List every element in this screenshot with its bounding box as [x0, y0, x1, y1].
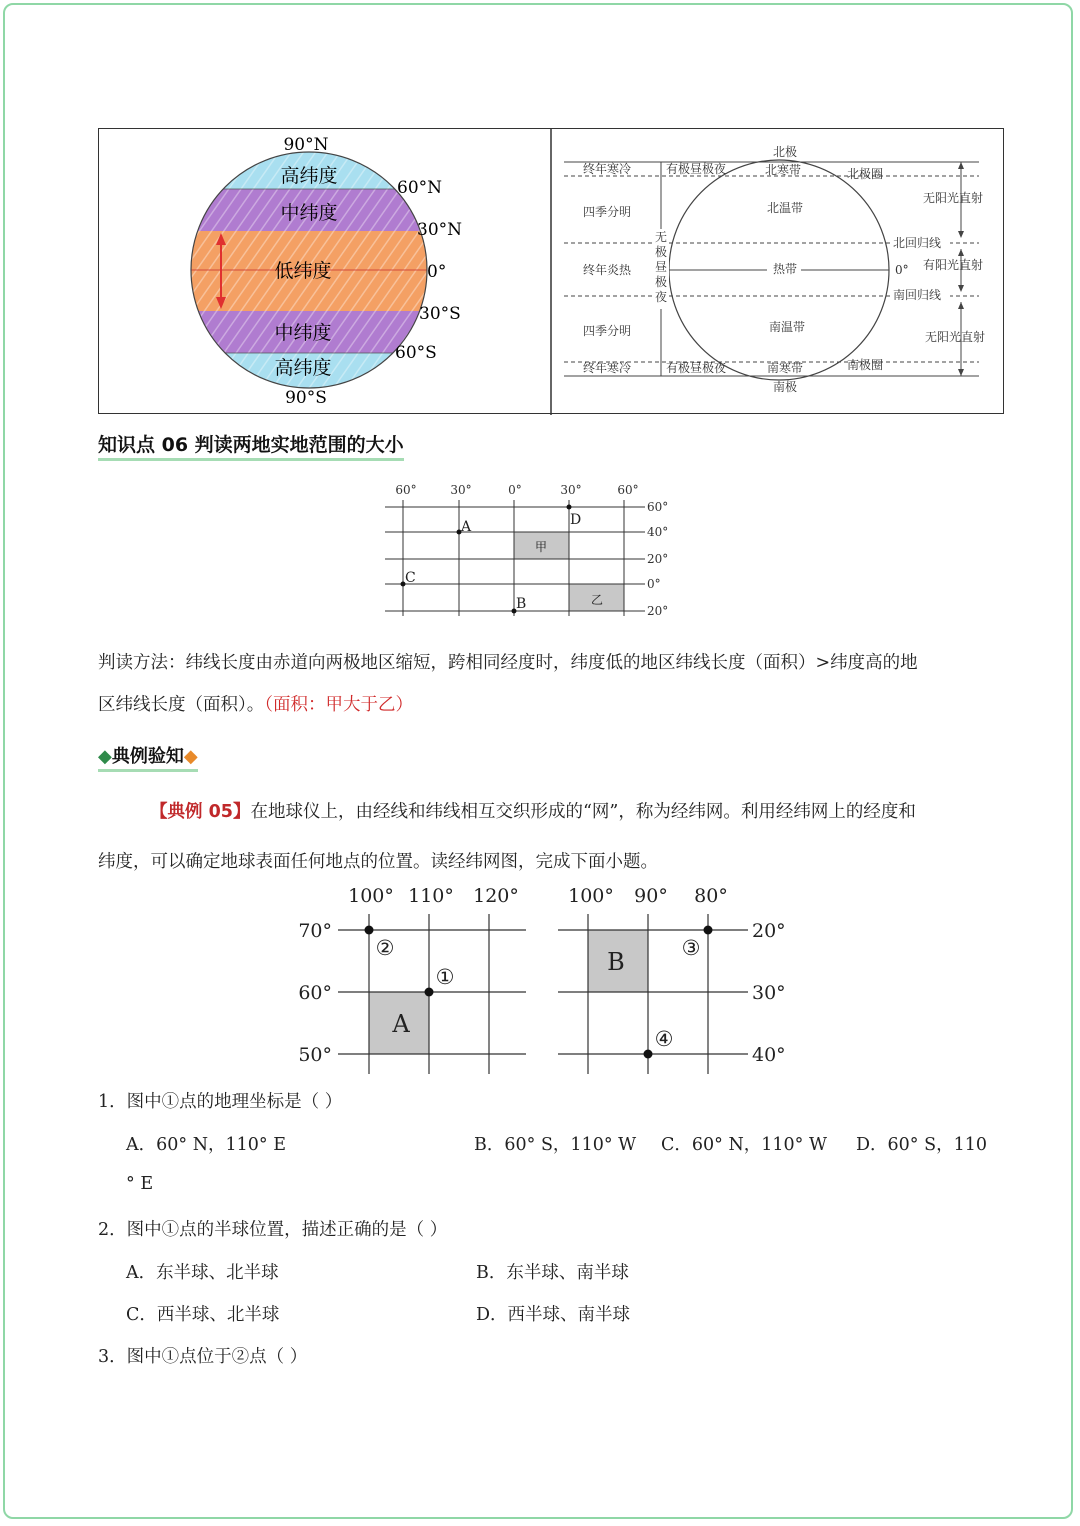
zone-label-mid-n: 中纬度	[280, 202, 338, 224]
point-2-dot	[365, 926, 374, 935]
question-2-stem: 2．图中①点的半球位置，描述正确的是（ ）	[98, 1220, 448, 1240]
g1-lon-4: 30°	[560, 483, 582, 497]
g2r-lat-1: 20°	[752, 920, 786, 942]
lat-label-90n: 90°N	[283, 135, 329, 155]
tropic-zone-label: 热带	[772, 262, 798, 276]
g2l-lon-2: 110°	[408, 885, 454, 907]
polar-day-s-label: 有极昼极夜	[666, 361, 727, 375]
cold-n-label: 终年寒冷	[582, 162, 632, 176]
point-2-label: ②	[375, 936, 395, 960]
g1-lon-5: 60°	[617, 483, 639, 497]
equator-label: 0°	[895, 263, 909, 277]
section-title-text: 典例验知	[111, 746, 184, 767]
question-3-stem: 3．图中①点位于②点（ ）	[98, 1347, 308, 1367]
g1-lat-1: 60°	[647, 500, 669, 514]
climate-zone-diagram	[564, 144, 985, 394]
knowledge-point-heading: 知识点 06 判读两地实地范围的大小	[98, 430, 404, 461]
tropic-cancer-label: 北回归线	[893, 236, 942, 250]
g2r-lat-2: 30°	[752, 982, 786, 1004]
zone-label-mid-s: 中纬度	[274, 322, 332, 344]
example-line-1	[150, 798, 916, 823]
latitude-figure-svg	[99, 129, 1005, 415]
g2r-lon-3: 80°	[694, 885, 728, 907]
lat-label-60n: 60°N	[397, 178, 443, 198]
g1-lon-1: 60°	[395, 483, 417, 497]
g2r-lat-3: 40°	[752, 1044, 786, 1066]
example-tag: 【典例 05】	[150, 802, 251, 822]
point-d-label: D	[570, 512, 582, 528]
polar-day-n-label: 有极昼极夜	[666, 162, 727, 176]
g1-lon-3: 0°	[508, 483, 522, 497]
region-b-label: B	[607, 948, 625, 976]
zone-label-low: 低纬度	[274, 260, 332, 282]
point-b-label: B	[516, 596, 527, 612]
g2l-lon-3: 120°	[473, 885, 519, 907]
lat-label-0: 0°	[427, 262, 447, 282]
point-3-label: ③	[681, 936, 701, 960]
point-1-dot	[425, 988, 434, 997]
point-3-dot	[704, 926, 713, 935]
q2-option-a[interactable]: A．东半球、北半球	[126, 1263, 279, 1283]
north-pole-label: 北极	[772, 145, 798, 159]
no-polar-char-5: 夜	[654, 290, 668, 304]
graticule-grid-2	[290, 878, 800, 1078]
q1-option-d[interactable]: D．60° S，110	[856, 1135, 988, 1155]
method-line-2	[98, 691, 413, 716]
g1-lat-5: 20°	[647, 604, 669, 618]
no-polar-char-3: 昼	[654, 260, 668, 274]
g2r-lon-1: 100°	[568, 885, 614, 907]
point-a-label: A	[461, 519, 472, 535]
n-temperate-zone-label: 北温带	[766, 201, 804, 215]
region-yi-label: 乙	[590, 593, 604, 607]
south-pole-label: 南极	[772, 380, 798, 394]
g2l-lat-3: 50°	[298, 1044, 332, 1066]
method-note: （面积：甲大于乙）	[264, 695, 413, 715]
n-frigid-zone-label: 北寒带	[764, 163, 802, 177]
q2-option-b[interactable]: B．东半球、南半球	[476, 1263, 629, 1283]
s-temperate-zone-label: 南温带	[768, 320, 806, 334]
s-frigid-zone-label: 南寒带	[766, 361, 804, 375]
example-line-2: 纬度，可以确定地球表面任何地点的位置。读经纬网图，完成下面小题。	[98, 852, 658, 872]
diamond-orange-icon: ◆	[183, 746, 198, 767]
no-polar-char-2: 极	[654, 245, 668, 259]
g1-lon-2: 30°	[450, 483, 472, 497]
lat-label-30s: 30°S	[419, 304, 461, 324]
section-title	[98, 742, 198, 772]
tropic-capricorn-label: 南回归线	[893, 288, 942, 302]
q2-option-c[interactable]: C．西半球、北半球	[126, 1305, 280, 1325]
q2-option-d[interactable]: D．西半球、南半球	[476, 1305, 631, 1325]
four-seasons-s-label: 四季分明	[582, 324, 632, 338]
q1-option-a[interactable]: A．60° N，110° E	[126, 1135, 287, 1155]
cold-s-label: 终年寒冷	[582, 361, 632, 375]
no-polar-char-1: 无	[654, 230, 668, 244]
antarctic-circle-label: 南极圈	[847, 358, 884, 372]
g2l-lat-1: 70°	[298, 920, 332, 942]
g2l-lat-2: 60°	[298, 982, 332, 1004]
g1-lat-3: 20°	[647, 552, 669, 566]
lat-label-30n: 30°N	[417, 220, 463, 240]
method-line-2-text: 区纬线长度（面积）。	[98, 695, 265, 715]
g1-lat-2: 40°	[647, 525, 669, 539]
region-a-label: A	[392, 1010, 410, 1038]
g2l-lon-1: 100°	[348, 885, 394, 907]
q1-option-c[interactable]: C．60° N，110° W	[661, 1135, 827, 1155]
point-c-label: C	[405, 570, 416, 586]
four-seasons-n-label: 四季分明	[582, 205, 632, 219]
point-4-label: ④	[654, 1027, 674, 1051]
no-direct-sun-s-label: 无阳光直射	[925, 330, 986, 344]
graticule-grid-1	[380, 478, 680, 618]
no-polar-char-4: 极	[654, 275, 668, 289]
hot-label: 终年炎热	[582, 263, 632, 277]
lat-label-90s: 90°S	[285, 388, 327, 408]
diamond-green-icon: ◆	[98, 746, 112, 767]
q1-option-b[interactable]: B．60° S，110° W	[474, 1135, 637, 1155]
latitude-figure	[98, 128, 1004, 414]
lat-label-60s: 60°S	[395, 343, 437, 363]
direct-sun-label: 有阳光直射	[923, 258, 984, 272]
point-4-dot	[644, 1050, 653, 1059]
point-d-dot	[567, 505, 572, 510]
point-1-label: ①	[435, 965, 455, 989]
method-line-1: 判读方法：纬线长度由赤道向两极地区缩短，跨相同经度时，纬度低的地区纬线长度（面积）>纬度高的地	[98, 653, 918, 673]
g1-lat-4: 0°	[647, 577, 661, 591]
zone-label-high-n: 高纬度	[280, 165, 338, 187]
q1-option-d-wrap: ° E	[126, 1174, 154, 1194]
example-line-1-text: 在地球仪上，由经线和纬线相互交织形成的“网”，称为经纬网。利用经纬网上的经度和	[250, 802, 916, 822]
region-jia-label: 甲	[534, 540, 548, 554]
no-direct-sun-n-label: 无阳光直射	[923, 191, 984, 205]
g2r-lon-2: 90°	[634, 885, 668, 907]
zone-label-high-s: 高纬度	[274, 357, 332, 379]
question-1-stem: 1．图中①点的地理坐标是（ ）	[98, 1092, 343, 1112]
arctic-circle-label: 北极圈	[847, 167, 884, 181]
